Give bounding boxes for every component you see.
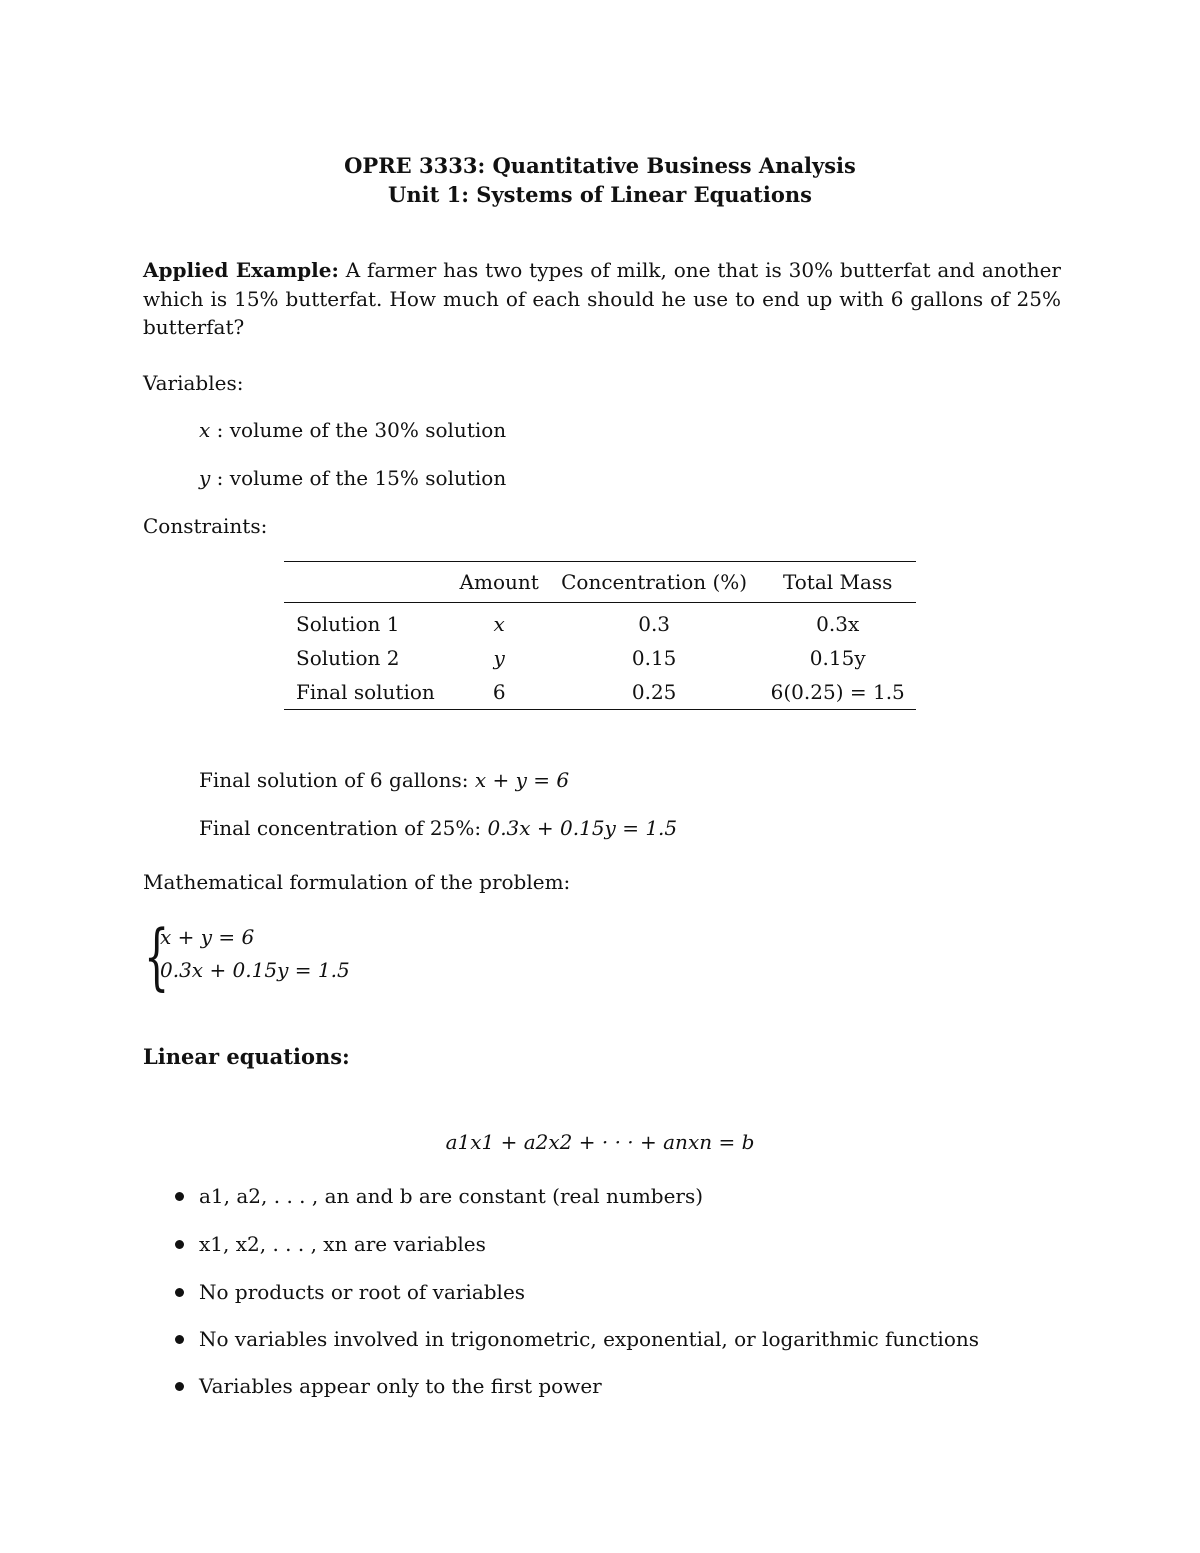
table-row — [284, 641, 916, 675]
linear-heading: Linear equations: — [143, 1044, 350, 1069]
constraint-eq2-math: 0.3x + 0.15y = 1.5 — [487, 816, 678, 840]
bullet-dot — [175, 1192, 184, 1201]
system-eq2: 0.3x + 0.15y = 1.5 — [160, 958, 350, 982]
bullet-text: Variables appear only to the first power — [199, 1374, 602, 1398]
bullet-dot — [175, 1382, 184, 1391]
variable-y-desc: : volume of the 15% solution — [210, 466, 507, 490]
bullet-text: x1, x2, . . . , xn are variables — [199, 1232, 486, 1256]
applied-example — [143, 256, 1061, 342]
variable-x-symbol: x — [199, 418, 211, 442]
table-cell: 6(0.25) = 1.5 — [770, 680, 905, 704]
table-cell: 0.15y — [809, 646, 866, 670]
bullet-dot — [175, 1335, 184, 1344]
bullet-text: No products or root of variables — [199, 1280, 526, 1304]
general-form-equation: a1x1 + a2x2 + · · · + anxn = b — [445, 1130, 755, 1154]
table-cell: Solution 1 — [296, 612, 400, 636]
constraint-eq1-label: Final solution of 6 gallons: — [199, 768, 475, 792]
table-cell: 0.25 — [631, 680, 677, 704]
variables-heading: Variables: — [143, 371, 244, 395]
variable-y — [199, 466, 506, 490]
constraints-heading: Constraints: — [143, 514, 268, 538]
table-cell: 0.15 — [631, 646, 677, 670]
constraint-eq1-math: x + y = 6 — [474, 768, 570, 792]
table-cell: x — [493, 612, 505, 636]
bullet-text: a1, a2, . . . , an and b are constant (real numbers) — [199, 1184, 704, 1208]
table-cell: 0.3x — [816, 612, 860, 636]
table-cell: Final solution — [296, 680, 435, 704]
constraint-eq2-label: Final concentration of 25%: — [199, 816, 488, 840]
variable-y-symbol: y — [199, 466, 211, 490]
formulation-heading: Mathematical formulation of the problem: — [143, 870, 571, 894]
bullet-dot — [175, 1240, 184, 1249]
constraint-eq1 — [199, 768, 569, 792]
variable-x — [199, 418, 506, 442]
table-header-cell: Total Mass — [782, 570, 893, 594]
variable-x-desc: : volume of the 30% solution — [210, 418, 507, 442]
course-title: OPRE 3333: Quantitative Business Analysis — [344, 153, 856, 178]
table-cell: 6 — [492, 680, 506, 704]
system-eq1: x + y = 6 — [160, 925, 255, 949]
constraints-table — [284, 561, 916, 710]
applied-example-label: Applied Example: — [143, 258, 339, 282]
left-brace: { — [144, 914, 170, 998]
table-header-cell: Amount — [459, 570, 539, 594]
bullet-dot — [175, 1288, 184, 1297]
table-cell: Solution 2 — [296, 646, 400, 670]
table-cell: 0.3 — [638, 612, 671, 636]
applied-example-text: A farmer has two types of milk, one that is 30% butterfat and another which is 15% butterfat. How much of each should he use to end up with 6 gallons of 25% butterfat? — [143, 258, 1061, 339]
table-row — [284, 675, 916, 710]
table-header-cell: Concentration (%) — [561, 570, 748, 594]
table-header-cell — [284, 562, 450, 603]
unit-title: Unit 1: Systems of Linear Equations — [388, 182, 812, 207]
table-row — [284, 603, 916, 642]
table-header-row — [284, 562, 916, 603]
bullet-text: No variables involved in trigonometric, exponential, or logarithmic functions — [199, 1327, 979, 1351]
constraint-eq2 — [199, 816, 677, 840]
table-cell: y — [493, 646, 505, 670]
